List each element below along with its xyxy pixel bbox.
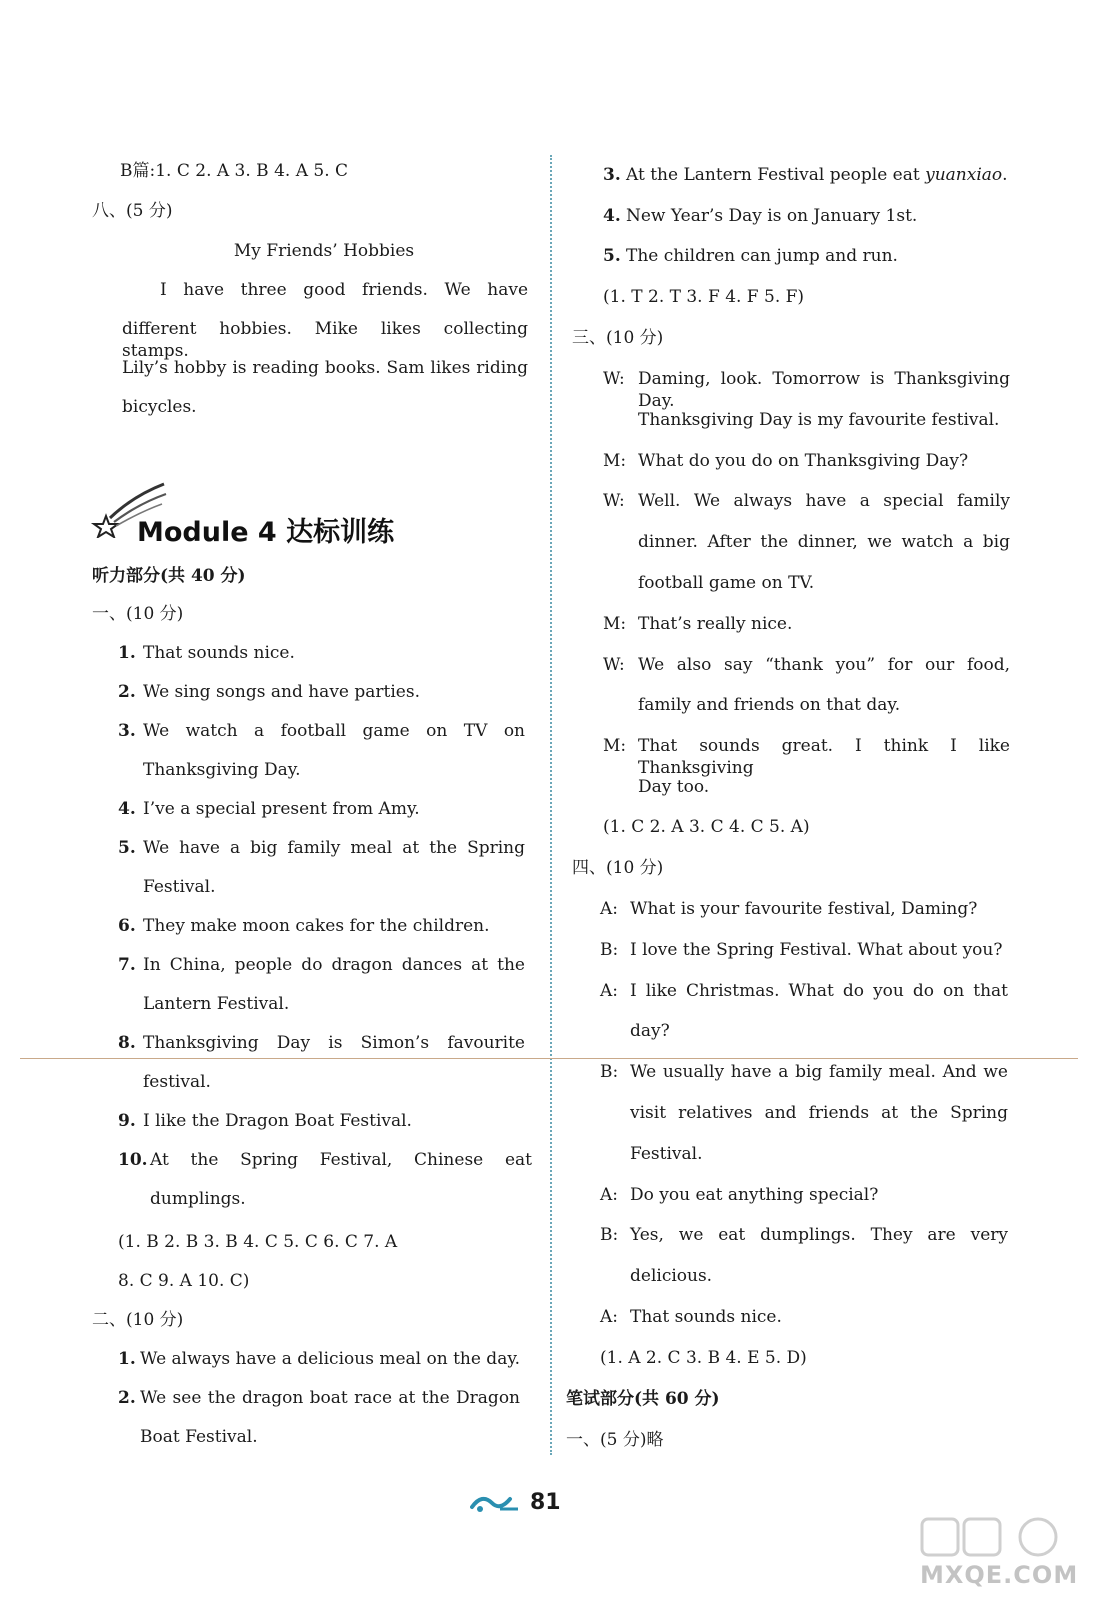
speaker-label: A:	[600, 980, 619, 1001]
dialog-line: dinner. After the dinner, we watch a big	[638, 532, 1010, 553]
dialog-line: Day too.	[638, 777, 710, 797]
page-number: 81	[530, 1490, 561, 1515]
s1-item-text: Thanksgiving Day is Simon’s favourite	[143, 1033, 525, 1053]
speaker-label: W:	[603, 369, 625, 389]
s1-item-text: In China, people do dragon dances at the	[143, 955, 525, 975]
listening-header: 听力部分(共 40 分)	[92, 566, 246, 586]
written-header: 笔试部分(共 60 分)	[566, 1389, 720, 1409]
speaker-label: A:	[600, 899, 619, 919]
essay-title: My Friends’ Hobbies	[233, 241, 415, 261]
dialog-line: We usually have a big family meal. And we	[630, 1062, 1008, 1083]
dialog-line: Do you eat anything special?	[630, 1184, 879, 1205]
b-answers: B篇:1. C 2. A 3. B 4. A 5. C	[120, 161, 349, 181]
s1-item-text: Thanksgiving Day.	[143, 760, 301, 780]
dialog-line: What do you do on Thanksgiving Day?	[638, 450, 969, 471]
dialog-line: That’s really nice.	[638, 613, 793, 634]
s1-item-number: 1.	[118, 643, 136, 663]
s4-answers: (1. A 2. C 3. B 4. E 5. D)	[600, 1348, 807, 1368]
page-footer	[470, 1490, 561, 1515]
speaker-label: M:	[603, 736, 627, 757]
dialog-line: I like Christmas. What do you do on that	[630, 980, 1008, 1001]
s2-item-text: We see the dragon boat race at the Dragon	[140, 1388, 520, 1408]
essay-line: Lily’s hobby is reading books. Sam likes riding	[122, 358, 528, 378]
dialog-line: Daming, look. Tomorrow is Thanksgiving Day.	[638, 369, 1010, 411]
dialog-line: Well. We always have a special family	[638, 491, 1010, 512]
s2-answers: (1. T 2. T 3. F 4. F 5. F)	[603, 287, 805, 307]
s2-item-text: We always have a delicious meal on the day.	[140, 1349, 521, 1369]
s1-answers: 8. C 9. A 10. C)	[118, 1271, 250, 1291]
dialog-line: delicious.	[630, 1266, 713, 1287]
s1-answers: (1. B 2. B 3. B 4. C 5. C 6. C 7. A	[118, 1232, 398, 1252]
dialog-line: That sounds nice.	[630, 1307, 782, 1327]
s1-item-number: 2.	[118, 682, 136, 702]
dialog-line: family and friends on that day.	[638, 695, 901, 716]
section-8-header: 八、(5 分)	[92, 201, 173, 221]
essay-line: bicycles.	[122, 397, 197, 417]
speaker-label: A:	[600, 1184, 619, 1205]
s2-item-number: 5.	[603, 246, 621, 266]
s2-item-text: The children can jump and run.	[626, 246, 898, 266]
dialog-line: Festival.	[630, 1143, 703, 1164]
dialog-line: visit relatives and friends at the Spring	[630, 1103, 1008, 1123]
s1-item-number: 6.	[118, 916, 136, 936]
speaker-label: M:	[603, 613, 627, 634]
watermark-text: MXQE.COM	[920, 1561, 1079, 1589]
s1-item-number: 3.	[118, 721, 136, 741]
s2-item-number: 2.	[118, 1388, 136, 1408]
speaker-label: B:	[600, 1062, 619, 1083]
dialog-line: day?	[630, 1021, 670, 1042]
section-1-header: 一、(10 分)	[92, 604, 184, 624]
dialog-line: football game on TV.	[638, 573, 815, 593]
s1-item-text: Festival.	[143, 877, 216, 897]
s1-item-number: 4.	[118, 799, 136, 819]
speaker-label: M:	[603, 450, 627, 471]
s1-item-text: I’ve a special present from Amy.	[143, 799, 420, 819]
column-divider	[550, 155, 552, 1455]
s1-item-text: We sing songs and have parties.	[143, 682, 420, 702]
s1-item-text: I like the Dragon Boat Festival.	[143, 1111, 412, 1131]
essay-line: different hobbies. Mike likes collecting stamps.	[122, 319, 528, 361]
speaker-label: B:	[600, 939, 619, 960]
speaker-label: W:	[603, 491, 625, 512]
module-title: Module 4 达标训练	[137, 517, 395, 548]
dialog-line: That sounds great. I think I like Thanksgiving	[638, 736, 1010, 779]
s1-item-number: 5.	[118, 838, 136, 858]
dialog-line: I love the Spring Festival. What about you?	[630, 939, 1003, 960]
section-4-header: 四、(10 分)	[572, 858, 664, 878]
footer-decoration-icon	[470, 1491, 520, 1515]
s2-item-number: 3.	[603, 165, 621, 185]
s2-item-number: 1.	[118, 1349, 136, 1369]
s1-item-text: That sounds nice.	[143, 643, 295, 663]
horizontal-rule	[20, 1058, 1078, 1059]
s2-item-text: At the Lantern Festival people eat yuanxiao.	[626, 165, 1008, 185]
s1-item-number: 9.	[118, 1111, 136, 1131]
s3-answers: (1. C 2. A 3. C 4. C 5. A)	[603, 817, 810, 837]
s1-item-text: At the Spring Festival, Chinese eat	[150, 1150, 532, 1170]
s2-item-text: Boat Festival.	[140, 1427, 258, 1447]
watermark	[920, 1515, 1085, 1595]
italic-word: yuanxiao	[925, 165, 1003, 185]
s1-item-text: They make moon cakes for the children.	[143, 916, 490, 936]
section-2-header: 二、(10 分)	[92, 1310, 184, 1330]
s1-item-text: dumplings.	[150, 1189, 246, 1209]
written-section-1-header: 一、(5 分)略	[566, 1430, 664, 1450]
speaker-label: A:	[600, 1307, 619, 1327]
dialog-line: Yes, we eat dumplings. They are very	[630, 1225, 1008, 1246]
dialog-line: Thanksgiving Day is my favourite festival.	[638, 409, 1000, 430]
s1-item-number: 8.	[118, 1033, 136, 1053]
dialog-line: We also say “thank you” for our food,	[638, 654, 1010, 675]
essay-line: I have three good friends. We have	[160, 280, 528, 300]
s1-item-text: festival.	[143, 1072, 211, 1092]
dialog-line: What is your favourite festival, Daming?	[630, 899, 978, 919]
s1-item-number: 10.	[118, 1150, 148, 1170]
s1-item-text: Lantern Festival.	[143, 994, 290, 1014]
watermark-logo-icon	[920, 1515, 1080, 1559]
speaker-label: W:	[603, 654, 625, 675]
s1-item-text: We have a big family meal at the Spring	[143, 838, 525, 858]
s1-item-number: 7.	[118, 955, 136, 975]
speaker-label: B:	[600, 1225, 619, 1246]
s2-item-number: 4.	[603, 205, 621, 226]
section-3-header: 三、(10 分)	[572, 328, 664, 348]
s1-item-text: We watch a football game on TV on	[143, 721, 525, 741]
s2-item-text: New Year’s Day is on January 1st.	[626, 205, 918, 226]
